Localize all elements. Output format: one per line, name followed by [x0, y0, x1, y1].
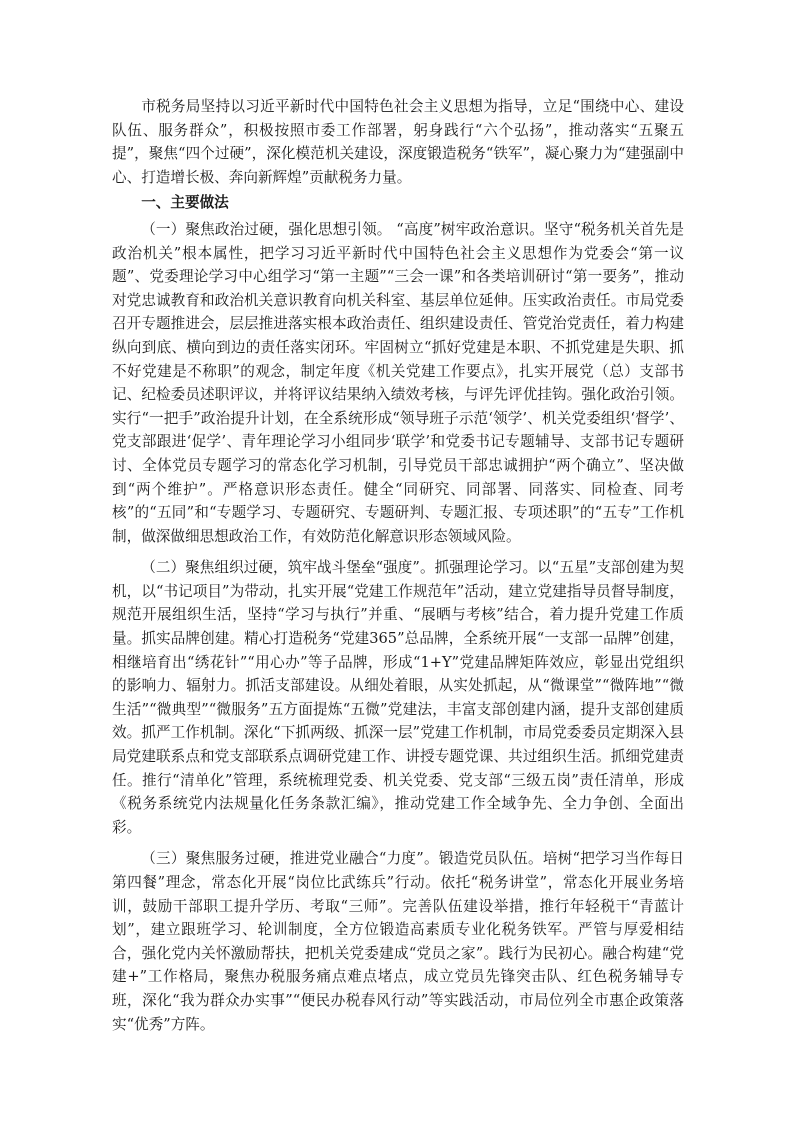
paragraph-organizational: （二）聚焦组织过硬，筑牢战斗堡垒“强度”。抓强理论学习。以“五星”支部创建为契机，以“书记项目”为带动，扎实开展“党建工作规范年”活动，建立党建指导员督导制度，规范开展组织生活，坚持“学习与执行”并重、“展晒与考核”结合，着力提升党建工作质量。抓实品牌创建。精心打造税务“党建365”总品牌，全系统开展“一支部一品牌”创建，相继培育出“绣花针”“用心办”等子品牌，形成“1+Y”党建品牌矩阵效应，彰显出党组织的影响力、辐射力。抓活支部建设。从细处着眼，从实处抓起，从“微课堂”“微阵地”“微生活”“微典型”“微服务”五方面提炼“五微”党建法，丰富支部创建内涵，提升支部创建质效。抓严工作机制。深化“下抓两级、抓深一层”党建工作机制，市局党委委员定期深入县局党建联系点和党支部联系点调研党建工作、讲授专题党课、共过组织生活。抓细党建责任。推行“清单化”管理，系统梳理党委、机关党委、党支部“三级五岗”责任清单，形成《税务系统党内法规量化任务条款汇编》，推动党建工作全域争先、全力争创、全面出彩。 [112, 559, 684, 836]
document-page [112, 95, 684, 1036]
section-heading: 一、主要做法 [141, 194, 229, 212]
paragraph-political: （一）聚焦政治过硬，强化思想引领。 “高度”树牢政治意识。坚守“税务机关首先是政治机关”根本属性，把学习习近平新时代中国特色社会主义思想作为党委会“第一议题”、党委理论学习中心组学习“第一主题”“三会一课”和各类培训研讨“第一要务”，推动对党忠诚教育和政治机关意识教育向机关科室、基层单位延伸。压实政治责任。市局党委召开专题推进会，层层推进落实根本政治责任、组织建设责任、管党治党责任，着力构建纵向到底、横向到边的责任落实闭环。牢固树立“抓好党建是本职、不抓党建是失职、抓不好党建是不称职”的观念，制定年度《机关党建工作要点》，扎实开展党（总）支部书记、纪检委员述职评议，并将评议结果纳入绩效考核，与评先评优挂钩。强化政治引领。实行“一把手”政治提升计划，在全系统形成“领导班子示范‘领学’、机关党委组织‘督学’、党支部跟进‘促学’、青年理论学习小组同步‘联学’和党委书记专题辅导、支部书记专题研讨、全体党员专题学习的常态化学习机制，引导党员干部忠诚拥护“两个确立”、坚决做到“两个维护”。严格意识形态责任。健全“同研究、同部署、同落实、同检查、同考核”的“五同”和“专题学习、专题研究、专题研判、专题汇报、专项述职”的“五专”工作机制，做深做细思想政治工作，有效防范化解意识形态领域风险。 [112, 220, 684, 545]
paragraph-service: （三）聚焦服务过硬，推进党业融合“力度”。锻造党员队伍。培树“把学习当作每日第四餐”理念，常态化开展“岗位比武练兵”行动。依托“税务讲堂”，常态化开展业务培训，鼓励干部职工提升学历、考取“三师”。完善队伍建设举措，推行年轻税干“青蓝计划”，建立跟班学习、轮训制度，全方位锻造高素质专业化税务铁军。严管与厚爱相结合，强化党内关怀激励帮扶，把机关党委建成“党员之家”。践行为民初心。融合构建“党建+”工作格局，聚焦办税服务痛点难点堵点，成立党员先锋突击队、红色税务辅导专班，深化“我为群众办实事”“便民办税春风行动”等实践活动，市局位列全市惠企政策落实“优秀”方阵。 [112, 850, 684, 1033]
intro-paragraph: 市税务局坚持以习近平新时代中国特色社会主义思想为指导，立足“围绕中心、建设队伍、服务群众”，积极按照市委工作部署，躬身践行“六个弘扬”，推动落实“五聚五提”，聚焦“四个过硬”，深化模范机关建设，深度锻造税务“铁军”，凝心聚力为“建强副中心、打造增长极、奔向新辉煌”贡献税务力量。 [112, 98, 684, 186]
